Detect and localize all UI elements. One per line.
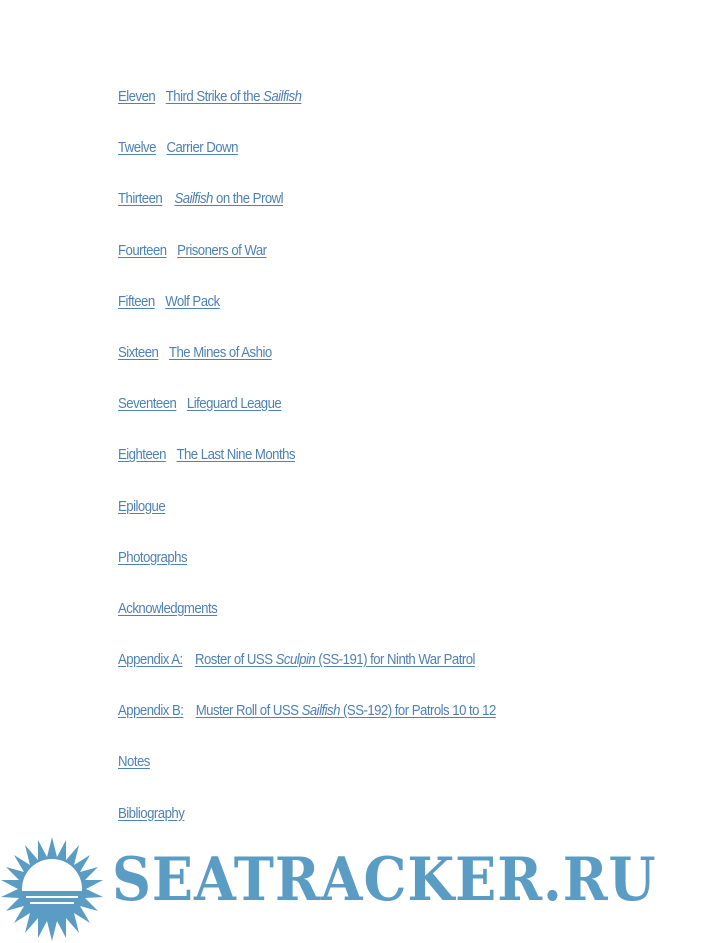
chapter-number: Fourteen xyxy=(118,241,167,259)
toc-link[interactable] xyxy=(118,137,238,159)
toc-link[interactable] xyxy=(118,444,295,466)
chapter-title: Muster Roll of USS xyxy=(195,702,302,720)
toc-entry xyxy=(118,86,678,137)
toc-entry xyxy=(118,137,678,188)
toc-link[interactable] xyxy=(118,496,165,518)
toc-entry xyxy=(118,649,678,700)
toc-entry xyxy=(118,291,678,342)
toc-entry xyxy=(118,393,678,444)
toc-entry xyxy=(118,598,678,649)
chapter-title: Carrier Down xyxy=(166,139,238,157)
toc-link[interactable] xyxy=(118,393,281,415)
toc-link[interactable] xyxy=(118,649,475,671)
chapter-title-italic: Sailfish xyxy=(263,88,302,105)
toc-entry xyxy=(118,342,678,393)
chapter-title: Roster of USS xyxy=(194,651,276,669)
chapter-number: Eleven xyxy=(118,88,156,105)
toc-link[interactable] xyxy=(118,240,267,262)
chapter-number: Fifteen xyxy=(118,292,155,310)
toc-entry xyxy=(118,240,678,291)
toc-link[interactable] xyxy=(118,803,184,825)
toc-entry xyxy=(118,496,678,547)
toc-entry xyxy=(118,547,678,598)
chapter-title: Notes xyxy=(118,753,150,771)
chapter-number: Thirteen xyxy=(118,190,163,208)
toc-link[interactable] xyxy=(118,598,217,620)
chapter-title: Third Strike of the xyxy=(165,88,264,105)
toc-link[interactable] xyxy=(118,291,220,313)
toc-link[interactable] xyxy=(118,547,187,569)
chapter-number: Appendix B: xyxy=(118,702,184,720)
chapter-number: Eighteen xyxy=(118,446,166,464)
chapter-title-tail: on the Prowl xyxy=(212,190,284,208)
chapter-number: Twelve xyxy=(118,139,156,157)
chapter-title: Epilogue xyxy=(118,497,166,515)
chapter-title: Wolf Pack xyxy=(165,292,220,310)
toc-link[interactable] xyxy=(118,188,283,210)
chapter-title: The Last Nine Months xyxy=(176,446,296,464)
chapter-title: Bibliography xyxy=(118,804,185,822)
chapter-title-tail: (SS-191) for Ninth War Patrol xyxy=(315,651,475,669)
watermark-text: SEATRACKER.RU xyxy=(112,845,657,915)
chapter-title: Lifeguard League xyxy=(186,395,282,413)
toc-link[interactable] xyxy=(118,700,496,722)
toc-link[interactable] xyxy=(118,751,150,773)
toc-entry xyxy=(118,444,678,495)
chapter-number: Sixteen xyxy=(118,343,159,361)
toc-link[interactable] xyxy=(118,342,272,364)
toc-entry xyxy=(118,700,678,751)
chapter-title: Acknowledgments xyxy=(118,599,218,617)
table-of-contents xyxy=(118,86,678,854)
toc-link[interactable] xyxy=(118,86,301,108)
chapter-title-italic: Sailfish xyxy=(174,190,213,208)
chapter-number: Appendix A: xyxy=(118,651,183,669)
toc-entry xyxy=(118,751,678,802)
chapter-title-tail: (SS-192) for Patrols 10 to 12 xyxy=(339,702,496,720)
chapter-title: Prisoners of War xyxy=(177,241,267,259)
toc-entry xyxy=(118,188,678,239)
chapter-title-italic: Sailfish xyxy=(301,702,340,720)
chapter-title: Photographs xyxy=(118,548,188,566)
chapter-title: The Mines of Ashio xyxy=(168,343,272,361)
sun-over-sea-icon xyxy=(1,837,103,941)
chapter-number: Seventeen xyxy=(118,395,177,413)
chapter-title-italic: Sculpin xyxy=(275,651,316,669)
